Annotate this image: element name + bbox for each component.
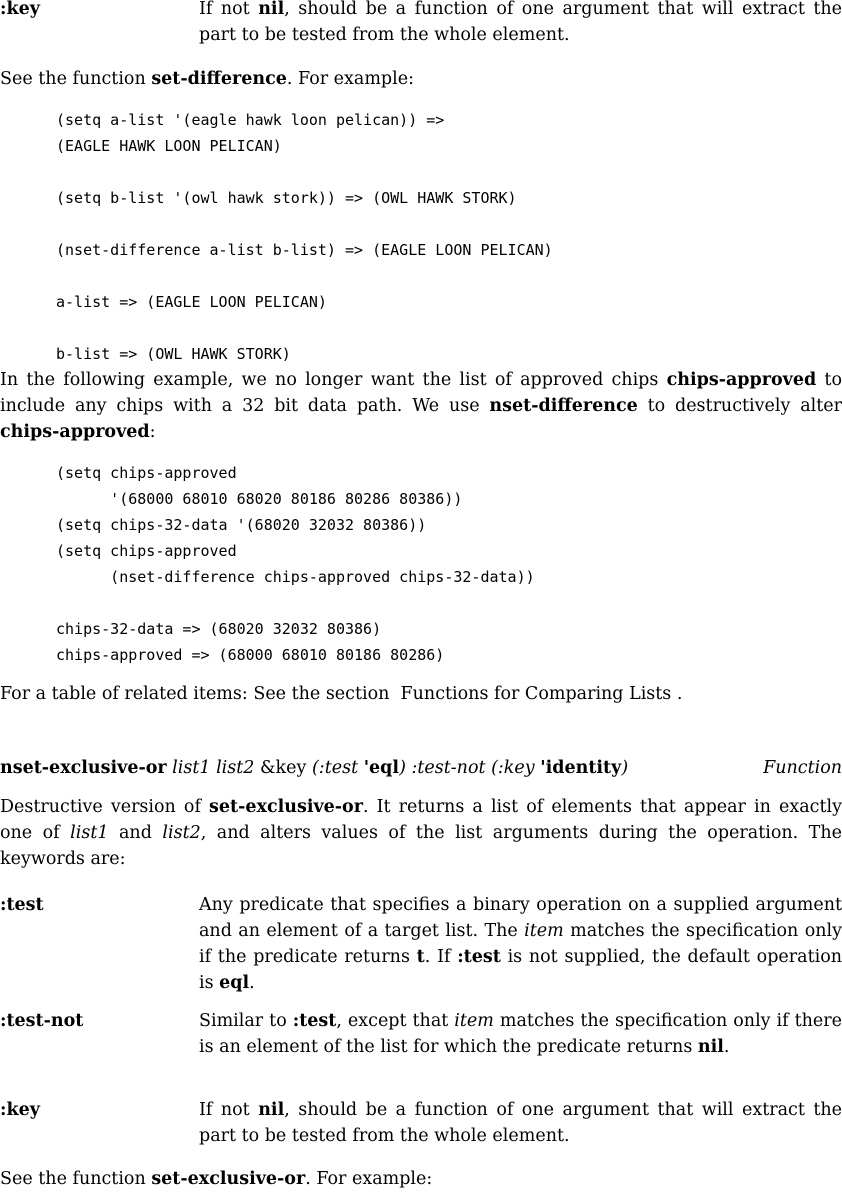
see-set-difference: See the function set-difference. For example: bbox=[0, 69, 414, 89]
function-kind-label: Function bbox=[763, 758, 842, 778]
key-description-2: If not nil, should be a function of one argument that will extract the part to be tested from the whole element. bbox=[199, 1100, 842, 1146]
code-line: (setq chips-approved bbox=[56, 464, 237, 482]
code-line: (setq b-list '(owl hawk stork)) => (OWL HAWK STORK) bbox=[56, 189, 517, 207]
code-line: (nset-difference chips-approved chips-32-data)) bbox=[56, 568, 535, 586]
code-example-chips bbox=[56, 460, 535, 668]
chips-paragraph: In the following example, we no longer want the list of approved chips chips-approved to include any chips with a 32 bit data path. We use nset-difference to destructively alter chips-approved: bbox=[0, 370, 842, 442]
related-items-link[interactable]: For a table of related items: See the section Functions for Comparing Lists . bbox=[0, 684, 683, 704]
key-term-2: :key bbox=[0, 1100, 40, 1120]
code-line: chips-32-data => (68020 32032 80386) bbox=[56, 620, 382, 638]
test-description: Any predicate that specifies a binary operation on a supplied argument and an element of a target list. The item matches the specification only if the predicate returns t. If :test is not supplied, the default operation is eql. bbox=[199, 895, 842, 993]
code-line: '(68000 68010 68020 80186 80286 80386)) bbox=[56, 490, 463, 508]
function-description: Destructive version of set-exclusive-or. It returns a list of elements that appear in exactly one of list1 and list2, and alters values of the list arguments during the operation. The keywords are: bbox=[0, 797, 842, 869]
code-line: (nset-difference a-list b-list) => (EAGLE LOON PELICAN) bbox=[56, 241, 553, 259]
code-line: (setq a-list '(eagle hawk loon pelican)) => bbox=[56, 111, 445, 129]
see-set-exclusive-or: See the function set-exclusive-or. For example: bbox=[0, 1169, 433, 1189]
key-description: If not nil, should be a function of one argument that will extract the part to be tested from the whole element. bbox=[199, 0, 842, 45]
test-not-term: :test-not bbox=[0, 1011, 84, 1031]
code-line: a-list => (EAGLE LOON PELICAN) bbox=[56, 293, 327, 311]
key-term: :key bbox=[0, 0, 40, 19]
code-line: b-list => (OWL HAWK STORK) bbox=[56, 345, 291, 363]
function-name: nset-exclusive-or bbox=[0, 758, 167, 778]
test-not-description: Similar to :test, except that item matches the specification only if there is an element of the list for which the predicate returns nil. bbox=[199, 1011, 842, 1057]
code-line: (EAGLE HAWK LOON PELICAN) bbox=[56, 137, 282, 155]
code-line: chips-approved => (68000 68010 80186 80286) bbox=[56, 646, 445, 664]
code-example-set-difference bbox=[56, 107, 553, 367]
test-term: :test bbox=[0, 895, 44, 915]
code-line: (setq chips-approved bbox=[56, 542, 237, 560]
function-signature: nset-exclusive-or list1 list2 &key (:test 'eql) :test-not (:key 'identity) Function bbox=[0, 755, 842, 781]
code-line: (setq chips-32-data '(68020 32032 80386)) bbox=[56, 516, 427, 534]
